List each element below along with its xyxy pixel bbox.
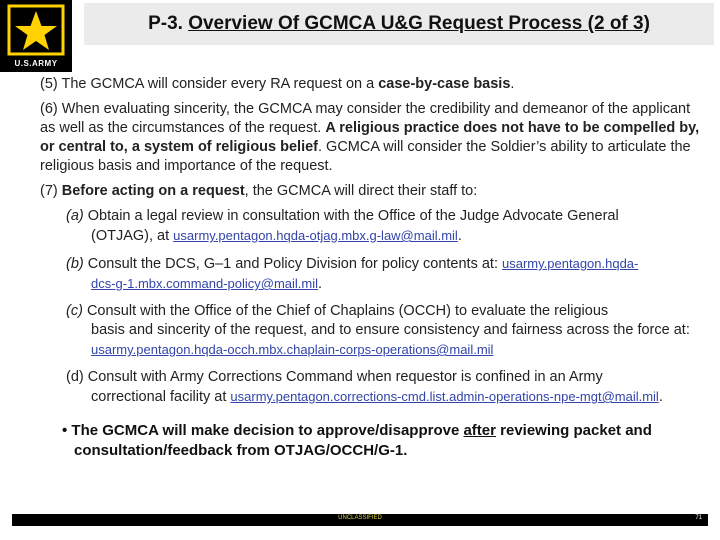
g1-email-link-part1[interactable]: usarmy.pentagon.hqda- [502, 256, 639, 271]
otjag-email-link[interactable]: usarmy.pentagon.hqda-otjag.mbx.g-law@mail.mil [173, 228, 458, 243]
corrections-email-link[interactable]: usarmy.pentagon.corrections-cmd.list.admin-operations-npe-mgt@mail.mil [230, 389, 659, 404]
list-item-b: (b) Consult the DCS, G–1 and Policy Division for policy contents at: usarmy.pentagon.hqda- dcs-g-1.mbx.command-policy@mail.mil. [66, 256, 639, 292]
paragraph-6: (6) When evaluating sincerity, the GCMCA may consider the credibility and demeanor of the applicant as well as the circumstances of the request. A religious practice does not have to be compelled by, or central to, a system of religious belief. GCMCA will consider the Soldier’s ability to articulate the religious basis and importance of the request. [40, 101, 700, 174]
army-logo [0, 0, 72, 72]
page-number: 71 [695, 515, 702, 521]
paragraph-5: (5) The GCMCA will consider every RA request on a case-by-case basis. [40, 76, 515, 92]
g1-email-link-part2[interactable]: dcs-g-1.mbx.command-policy@mail.mil [91, 276, 319, 291]
footer-bar [12, 514, 708, 526]
classification-label: UNCLASSIFIED [338, 515, 382, 521]
list-item-c: (c) Consult with the Office of the Chief of Chaplains (OCCH) to evaluate the religious basis and sincerity of the request, and to ensure consistency and fairness across the force at: usarmy.pentagon.hqda-occh.mbx.chaplain-corps-operations@mail.mil [66, 303, 690, 357]
title-bar [84, 3, 714, 45]
paragraph-7: (7) Before acting on a request, the GCMCA will direct their staff to: [40, 183, 478, 199]
logo-text: U.S.ARMY [14, 59, 58, 68]
bullet-mark: • [62, 422, 68, 439]
key-point-bullet: • The GCMCA will make decision to approve/disapprove after reviewing packet and consultation/feedback from OTJAG/OCCH/G-1. [62, 422, 652, 459]
star-icon [0, 0, 72, 60]
list-item-d: (d) Consult with Army Corrections Command when requestor is confined in an Army correctional facility at usarmy.pentagon.corrections-cmd.list.admin-operations-npe-mgt@mail.mil. [66, 369, 663, 405]
occh-email-link[interactable]: usarmy.pentagon.hqda-occh.mbx.chaplain-corps-operations@mail.mil [91, 342, 494, 357]
page-title: P-3. Overview Of GCMCA U&G Request Process (2 of 3) [148, 13, 650, 34]
main-content [40, 75, 700, 415]
list-item-a: (a) Obtain a legal review in consultation with the Office of the Judge Advocate General (OTJAG), at usarmy.pentagon.hqda-otjag.mbx.g-law@mail.mil. [66, 208, 619, 244]
